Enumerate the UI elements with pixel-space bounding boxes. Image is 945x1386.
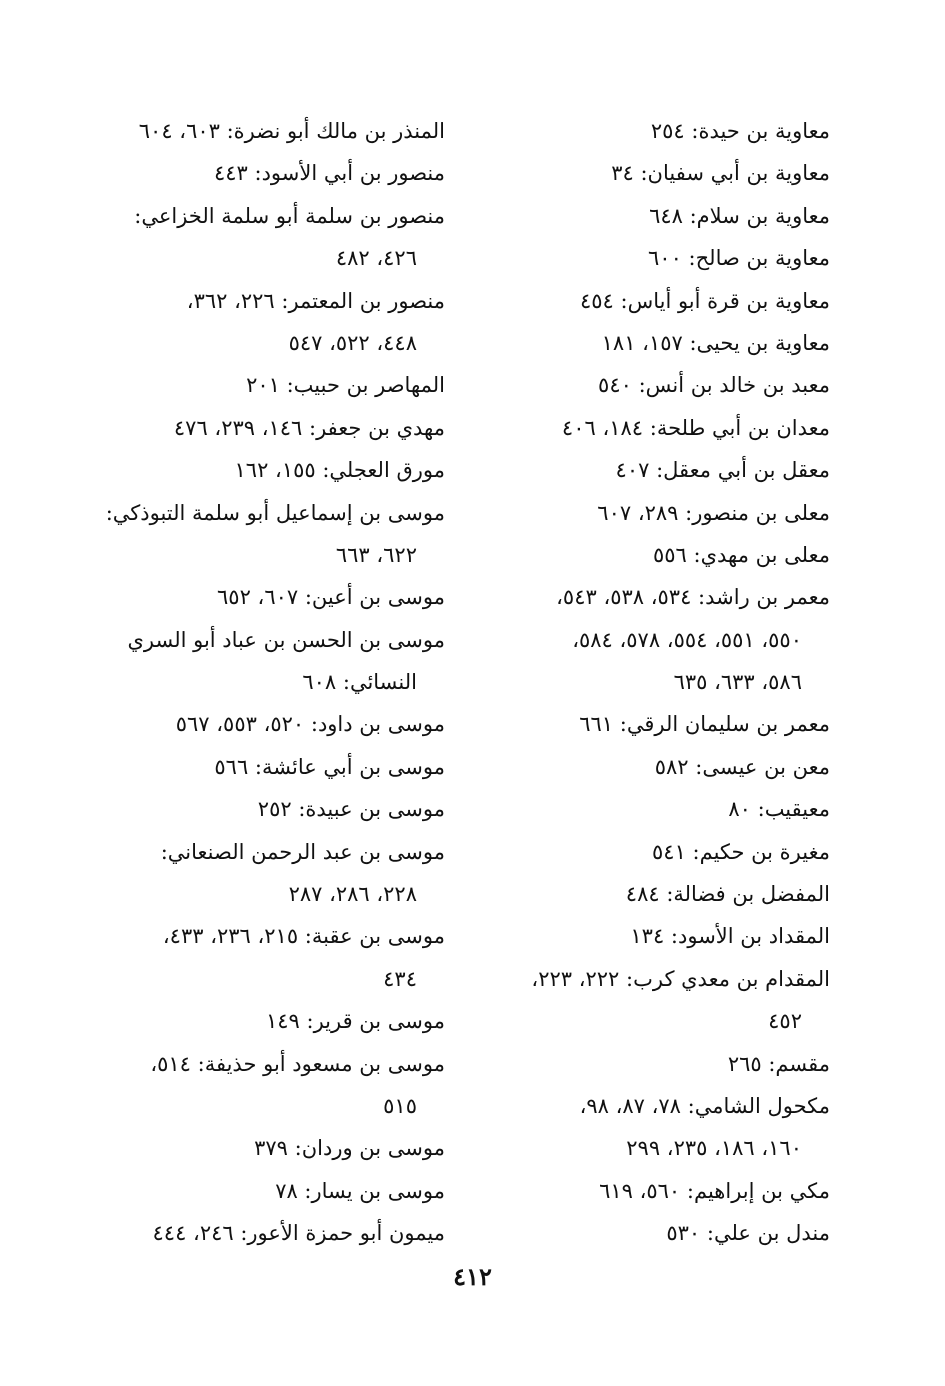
index-entry bbox=[495, 449, 830, 491]
index-entry bbox=[495, 237, 830, 279]
index-entry bbox=[495, 703, 830, 745]
entry-continuation-line: ٥١٥ bbox=[383, 1093, 417, 1118]
index-entry bbox=[495, 152, 830, 194]
entry-name-line: موسى بن وردان: ٣٧٩ bbox=[254, 1136, 445, 1161]
index-entry bbox=[495, 1212, 830, 1254]
entry-name-line: موسى بن قرير: ١٤٩ bbox=[265, 1009, 445, 1034]
index-entry bbox=[495, 1170, 830, 1212]
entry-name-line: معقل بن أبي معقل: ٤٠٧ bbox=[615, 458, 830, 483]
index-entry bbox=[100, 831, 445, 916]
entry-name-line: معلى بن مهدي: ٥٥٦ bbox=[653, 542, 830, 567]
index-entry bbox=[100, 364, 445, 406]
index-entry bbox=[100, 788, 445, 830]
entry-name-line: معاوية بن يحيى: ١٥٧، ١٨١ bbox=[601, 330, 830, 355]
entry-name-line: موسى بن يسار: ٧٨ bbox=[275, 1178, 445, 1203]
entry-name-line: مكي بن إبراهيم: ٥٦٠، ٦١٩ bbox=[599, 1178, 830, 1203]
entry-name-line: مقسم: ٢٦٥ bbox=[727, 1051, 830, 1076]
entry-name-line: موسى بن عقبة: ٢١٥، ٢٣٦، ٤٣٣، bbox=[162, 924, 445, 949]
entry-name-line: موسى بن مسعود أبو حذيفة: ٥١٤، bbox=[150, 1051, 445, 1076]
entry-name-line: معاوية بن حيدة: ٢٥٤ bbox=[650, 119, 830, 143]
index-entry bbox=[100, 703, 445, 745]
entry-continuation-line: ٤٤٨، ٥٢٢، ٥٤٧ bbox=[288, 330, 417, 355]
entry-name-line: معن بن عيسى: ٥٨٢ bbox=[654, 754, 830, 779]
entry-name-line: موسى بن الحسن بن عباد أبو السري bbox=[127, 627, 445, 652]
entry-name-line: المنذر بن مالك أبو نضرة: ٦٠٣، ٦٠٤ bbox=[138, 119, 445, 143]
entry-continuation-line: ٥٨٦، ٦٣٣، ٦٣٥ bbox=[673, 670, 802, 695]
entry-name-line: معلى بن منصور: ٢٨٩، ٦٠٧ bbox=[597, 500, 830, 525]
entry-name-line: معدان بن أبي طلحة: ١٨٤، ٤٠٦ bbox=[561, 415, 830, 440]
index-entry bbox=[495, 1043, 830, 1085]
index-entry bbox=[495, 322, 830, 364]
entry-name-line: منصور بن أبي الأسود: ٤٤٣ bbox=[213, 161, 445, 186]
index-entry bbox=[495, 534, 830, 576]
entry-name-line: معيقيب: ٨٠ bbox=[728, 797, 830, 822]
entry-name-line: المفضل بن فضالة: ٤٨٤ bbox=[625, 882, 830, 907]
index-entry bbox=[495, 831, 830, 873]
entry-name-line: معبد بن خالد بن أنس: ٥٤٠ bbox=[598, 373, 830, 398]
entry-name-line: مورق العجلي: ١٥٥، ١٦٢ bbox=[234, 458, 445, 483]
entry-name-line: المهاصر بن حبيب: ٢٠١ bbox=[246, 373, 445, 398]
entry-name-line: موسى بن إسماعيل أبو سلمة التبوذكي: bbox=[105, 500, 445, 525]
entry-name-line: موسى بن عبيدة: ٢٥٢ bbox=[257, 797, 445, 822]
entry-name-line: مندل بن علي: ٥٣٠ bbox=[666, 1221, 830, 1246]
entry-name-line: معاوية بن صالح: ٦٠٠ bbox=[648, 246, 830, 271]
entry-continuation-line: النسائي: ٦٠٨ bbox=[302, 670, 417, 695]
index-entry bbox=[495, 195, 830, 237]
index-entry bbox=[100, 1000, 445, 1042]
index-entry bbox=[100, 1043, 445, 1128]
index-entry bbox=[100, 915, 445, 1000]
entry-name-line: موسى بن أعين: ٦٠٧، ٦٥٢ bbox=[217, 585, 445, 610]
index-entry bbox=[495, 788, 830, 830]
entry-continuation-line: ٥٥٠، ٥٥١، ٥٥٤، ٥٧٨، ٥٨٤، bbox=[572, 627, 802, 652]
entry-name-line: معاوية بن أبي سفيان: ٣٤ bbox=[611, 161, 830, 186]
entry-name-line: موسى بن أبي عائشة: ٥٦٦ bbox=[214, 754, 445, 779]
entry-name-line: معمر بن راشد: ٥٣٤، ٥٣٨، ٥٤٣، bbox=[556, 585, 830, 610]
entry-name-line: معاوية بن سلام: ٦٤٨ bbox=[649, 203, 830, 228]
index-entry bbox=[100, 407, 445, 449]
index-entry bbox=[100, 449, 445, 491]
index-entry bbox=[495, 110, 830, 152]
entry-name-line: مهدي بن جعفر: ١٤٦، ٢٣٩، ٤٧٦ bbox=[173, 415, 445, 440]
index-entry bbox=[100, 280, 445, 365]
entry-continuation-line: ٤٥٢ bbox=[768, 1009, 802, 1034]
page-number: ٤١٢ bbox=[453, 1262, 492, 1291]
index-entry bbox=[100, 195, 445, 280]
index-entry bbox=[495, 873, 830, 915]
entry-name-line: مغيرة بن حكيم: ٥٤١ bbox=[652, 839, 830, 864]
index-column-left bbox=[100, 110, 445, 1255]
index-entry bbox=[100, 619, 445, 704]
entry-name-line: موسى بن داود: ٥٢٠، ٥٥٣، ٥٦٧ bbox=[175, 712, 445, 737]
index-entry bbox=[100, 576, 445, 618]
entry-name-line: منصور بن سلمة أبو سلمة الخزاعي: bbox=[134, 203, 445, 228]
index-entry bbox=[495, 958, 830, 1043]
entry-name-line: المقداد بن الأسود: ١٣٤ bbox=[630, 924, 830, 949]
entry-continuation-line: ٤٢٦، ٤٨٢ bbox=[335, 246, 417, 271]
index-entry bbox=[495, 492, 830, 534]
entry-name-line: معمر بن سليمان الرقي: ٦٦١ bbox=[579, 712, 830, 737]
index-entry bbox=[495, 280, 830, 322]
index-entry bbox=[100, 1212, 445, 1254]
entry-name-line: مكحول الشامي: ٧٨، ٨٧، ٩٨، bbox=[579, 1093, 830, 1118]
index-entry bbox=[495, 915, 830, 957]
entry-name-line: منصور بن المعتمر: ٢٢٦، ٣٦٢، bbox=[186, 288, 445, 313]
index-entry bbox=[100, 492, 445, 577]
entry-name-line: موسى بن عبد الرحمن الصنعاني: bbox=[160, 839, 445, 864]
index-entry bbox=[495, 364, 830, 406]
entry-name-line: المقدام بن معدي كرب: ٢٢٢، ٢٢٣، bbox=[531, 966, 830, 991]
entry-name-line: ميمون أبو حمزة الأعور: ٢٤٦، ٤٤٤ bbox=[152, 1221, 445, 1246]
index-entry bbox=[100, 110, 445, 152]
index-entry bbox=[100, 746, 445, 788]
entry-name-line: معاوية بن قرة أبو أياس: ٤٥٤ bbox=[579, 288, 830, 313]
index-column-right bbox=[495, 110, 830, 1255]
entry-continuation-line: ٤٣٤ bbox=[383, 966, 417, 991]
entry-continuation-line: ٢٢٨، ٢٨٦، ٢٨٧ bbox=[288, 882, 417, 907]
index-entry bbox=[495, 1085, 830, 1170]
index-entry bbox=[495, 576, 830, 703]
index-entry bbox=[100, 152, 445, 194]
entry-continuation-line: ٦٢٢، ٦٦٣ bbox=[335, 542, 417, 567]
entry-continuation-line: ١٦٠، ١٨٦، ٢٣٥، ٢٩٩ bbox=[626, 1136, 802, 1161]
index-entry bbox=[100, 1170, 445, 1212]
index-entry bbox=[495, 746, 830, 788]
index-entry bbox=[495, 407, 830, 449]
index-entry bbox=[100, 1127, 445, 1169]
